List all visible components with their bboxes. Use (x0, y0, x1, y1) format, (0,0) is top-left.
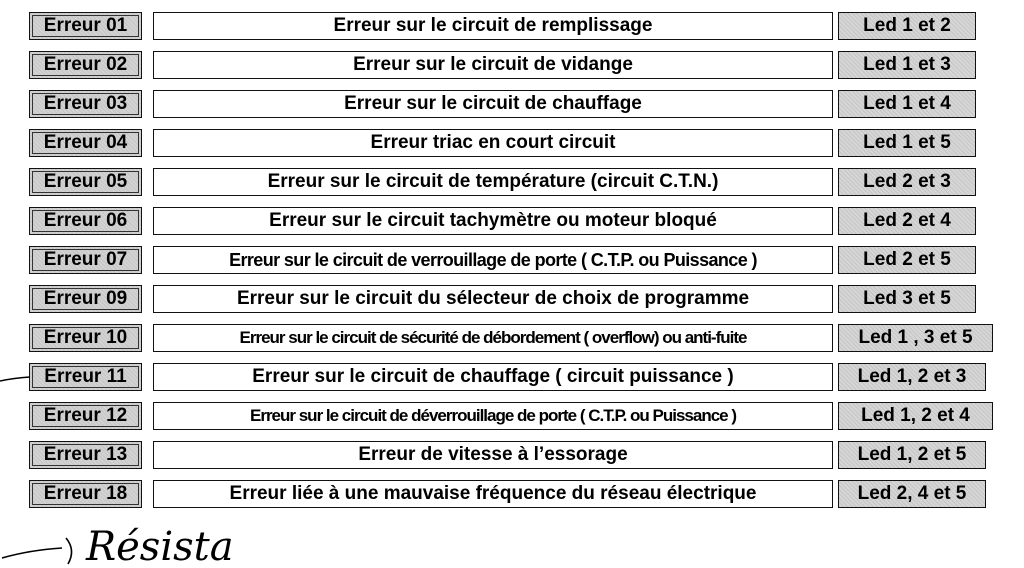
error-code: Erreur 09 (29, 285, 142, 313)
table-row (29, 49, 1004, 87)
error-description: Erreur sur le circuit de température (circuit C.T.N.) (153, 168, 833, 196)
led-indicator: Led 2 et 5 (838, 246, 976, 274)
led-indicator: Led 1 et 3 (838, 51, 976, 79)
error-code: Erreur 13 (29, 441, 142, 469)
error-description: Erreur sur le circuit de vidange (153, 51, 833, 79)
error-description: Erreur sur le circuit de remplissage (153, 12, 833, 40)
table-row (29, 244, 1004, 282)
error-description: Erreur sur le circuit du sélecteur de choix de programme (153, 285, 833, 313)
table-row (29, 10, 1004, 48)
error-description: Erreur sur le circuit de déverrouillage de porte ( C.T.P. ou Puissance ) (153, 402, 833, 430)
led-indicator: Led 1 et 5 (838, 129, 976, 157)
error-code: Erreur 03 (29, 90, 142, 118)
table-row (29, 283, 1004, 321)
error-description: Erreur sur le circuit de verrouillage de porte ( C.T.P. ou Puissance ) (153, 246, 833, 274)
table-row (29, 166, 1004, 204)
led-indicator: Led 2 et 3 (838, 168, 976, 196)
table-row (29, 400, 1004, 438)
error-description: Erreur sur le circuit de chauffage (153, 90, 833, 118)
error-description: Erreur liée à une mauvaise fréquence du réseau électrique (153, 480, 833, 508)
handwritten-note (0, 506, 300, 568)
error-code: Erreur 11 (29, 363, 142, 391)
led-indicator: Led 1, 2 et 5 (838, 441, 986, 469)
led-indicator: Led 1 et 2 (838, 12, 976, 40)
led-indicator: Led 2 et 4 (838, 207, 976, 235)
table-row (29, 127, 1004, 165)
led-indicator: Led 1 , 3 et 5 (838, 324, 993, 352)
error-code: Erreur 05 (29, 168, 142, 196)
table-row (29, 439, 1004, 477)
handwritten-word: Résista (86, 524, 234, 568)
led-indicator: Led 1, 2 et 3 (838, 363, 986, 391)
margin-tick-mark (0, 376, 30, 382)
error-code: Erreur 12 (29, 402, 142, 430)
table-row (29, 322, 1004, 360)
error-description: Erreur triac en court circuit (153, 129, 833, 157)
error-code: Erreur 18 (29, 480, 142, 508)
table-row (29, 361, 1004, 399)
error-code: Erreur 07 (29, 246, 142, 274)
led-indicator: Led 1 et 4 (838, 90, 976, 118)
led-indicator: Led 3 et 5 (838, 285, 976, 313)
error-code-table (29, 10, 1004, 517)
error-description: Erreur sur le circuit de sécurité de débordement ( overflow) ou anti-fuite (153, 324, 833, 352)
error-code: Erreur 04 (29, 129, 142, 157)
error-description: Erreur sur le circuit tachymètre ou moteur bloqué (153, 207, 833, 235)
table-row (29, 205, 1004, 243)
error-description: Erreur de vitesse à l’essorage (153, 441, 833, 469)
table-row (29, 88, 1004, 126)
error-code: Erreur 10 (29, 324, 142, 352)
error-code: Erreur 02 (29, 51, 142, 79)
error-code: Erreur 01 (29, 12, 142, 40)
error-code: Erreur 06 (29, 207, 142, 235)
error-description: Erreur sur le circuit de chauffage ( circuit puissance ) (153, 363, 833, 391)
led-indicator: Led 2, 4 et 5 (838, 480, 986, 508)
led-indicator: Led 1, 2 et 4 (838, 402, 993, 430)
